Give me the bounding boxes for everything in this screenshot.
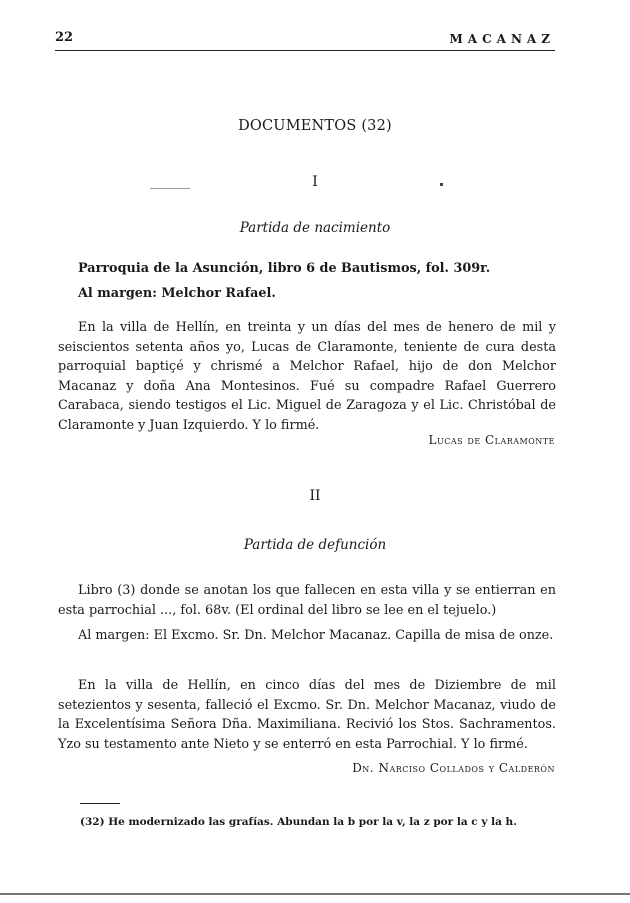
section-1-subtitle: Partida de nacimiento [239,220,391,236]
page-number: 22 [55,30,74,45]
section-2-body: En la villa de Hellín, en cinco días del mes de Diziembre de mil setezientos y sesenta, falleció el Excmo. Sr. Dn. Melchor Macanaz, viudo de la Excelentísima Señora Dña. Maximiliana. Recivió los Stos. Sachramentos. Yzo su testamento ante Nieto y se enterró en esta Parrochial. Y lo firmé. [58,678,556,752]
running-title: MACANAZ [449,32,555,46]
section-2-margin-note: Al margen: El Excmo. Sr. Dn. Melchor Macanaz. Capilla de misa de onze. [78,628,554,643]
ink-smudge [150,188,190,189]
ink-speck [440,183,443,186]
section-2-numeral: II [309,488,321,504]
page-bottom-edge [0,893,630,895]
footnote: (32) He modernizado las grafías. Abundan la b por la v, la z por la c y la h. [80,816,517,828]
running-header [55,30,555,51]
section-1-reference: Parroquia de la Asunción, libro 6 de Bautismos, fol. 309r. [78,261,491,276]
section-1-margin-note: Al margen: Melchor Rafael. [78,286,276,301]
footnote-rule [80,803,120,804]
section-2-signature: Dn. Narciso Collados y Calderón [352,761,555,775]
section-1-numeral: I [312,174,318,190]
document-title: DOCUMENTOS (32) [238,118,392,134]
section-1-body: En la villa de Hellín, en treinta y un días del mes de henero de mil y seiscientos setenta años yo, Lucas de Claramonte, teniente de cura desta parroquial baptiçé y chrismé a Melchor Rafael, hijo de don Melchor Macanaz y doña Ana Montesinos. Fué su compadre Rafael Guerrero Carabaca, siendo testigos el Lic. Miguel de Zaragoza y el Lic. Christóbal de Claramonte y Juan Izquierdo. Y lo firmé. [58,320,556,433]
section-2-reference: Libro (3) donde se anotan los que fallecen en esta villa y se entierran en esta parrochial ..., fol. 68v. (El ordinal del libro se lee en el tejuelo.) [58,583,556,618]
section-1-signature: Lucas de Claramonte [428,433,555,447]
section-2-subtitle: Partida de defunción [243,537,387,553]
